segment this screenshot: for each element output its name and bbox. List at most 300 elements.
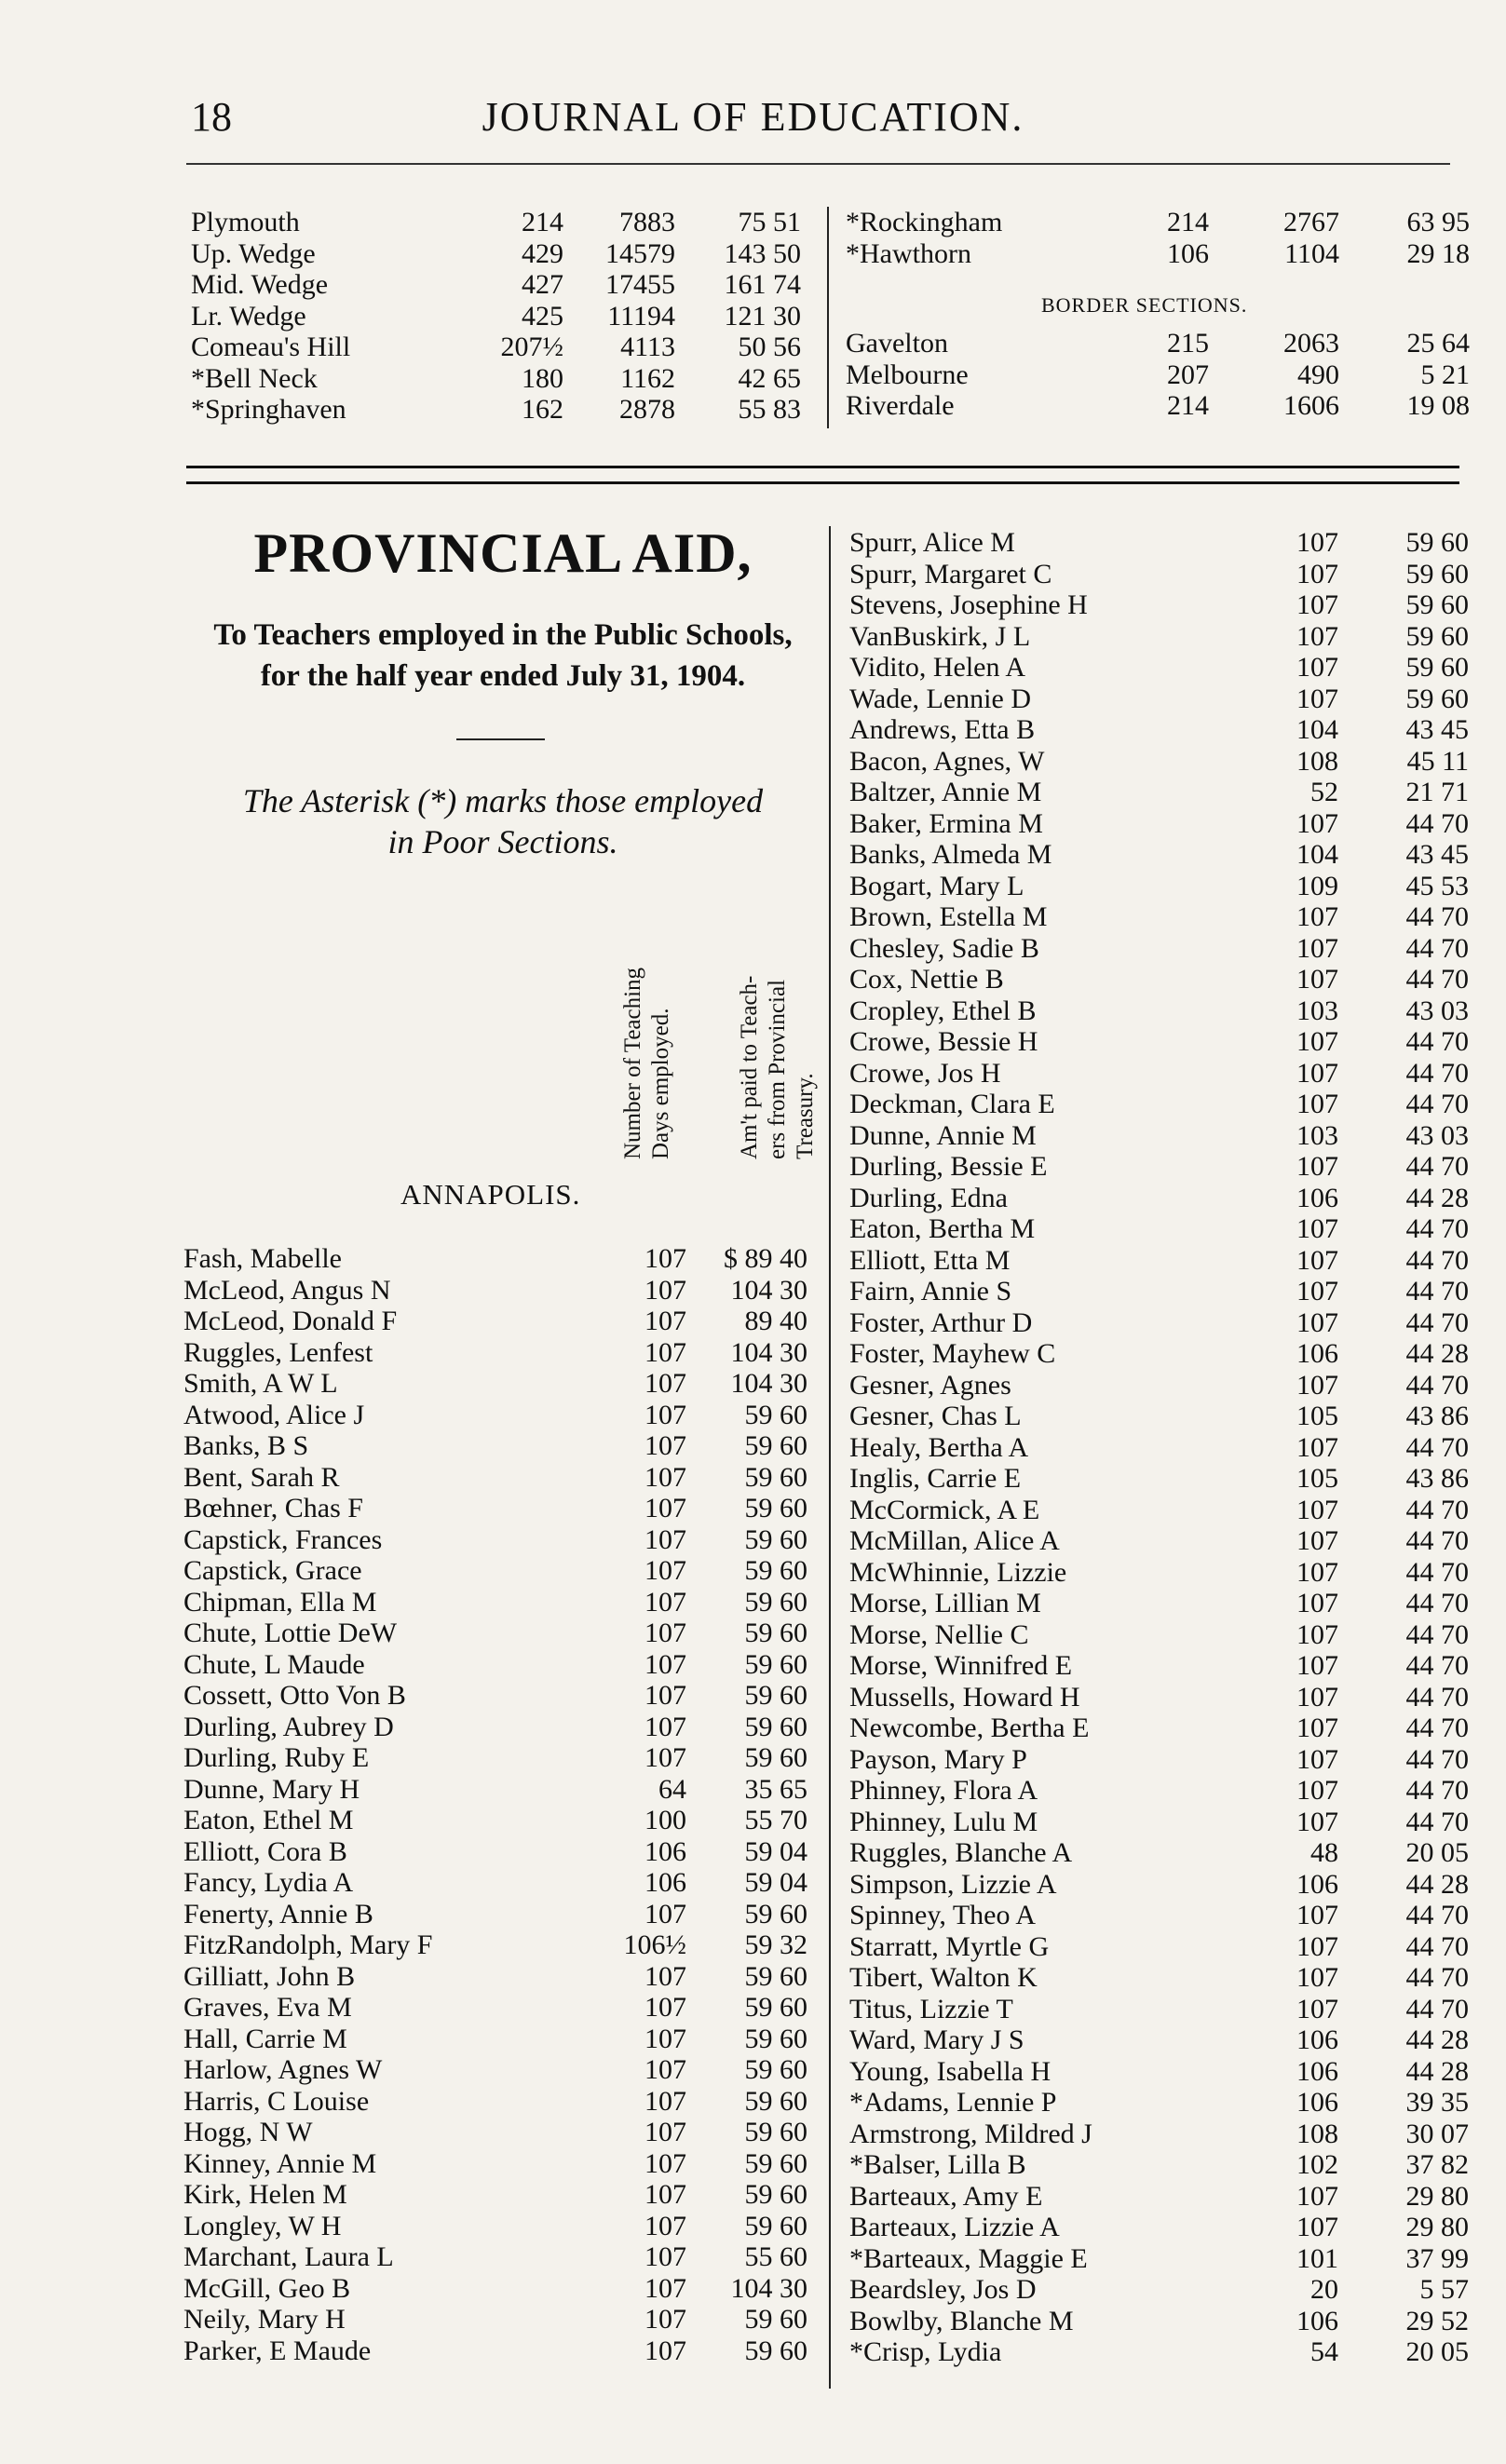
section-name: Gavelton <box>846 328 948 359</box>
amount-cell: 59 60 <box>744 1493 807 1523</box>
days-cell: 214 <box>522 207 563 237</box>
aggregate-cell: 1606 <box>1283 390 1339 421</box>
top-table-divider <box>827 207 829 428</box>
amount-cell: 44 70 <box>1405 1244 1469 1276</box>
teacher-name: Starratt, Myrtle G <box>849 1930 1050 1962</box>
table-row <box>849 621 1492 653</box>
amount-cell: 104 30 <box>730 1368 807 1399</box>
days-cell: 107 <box>1296 1681 1338 1713</box>
table-row <box>846 207 1488 238</box>
table-row <box>849 1089 1492 1120</box>
aggregate-cell: 490 <box>1297 359 1339 390</box>
amount-cell: 59 60 <box>1405 683 1469 714</box>
days-cell: 107 <box>644 2117 686 2147</box>
amount-cell: 50 56 <box>738 332 801 362</box>
teacher-name: Ruggles, Lenfest <box>183 1336 373 1368</box>
teacher-name: McGill, Geo B <box>183 2272 351 2304</box>
days-cell: 105 <box>1296 1463 1338 1494</box>
teacher-name: Gesner, Agnes <box>849 1369 1011 1401</box>
amount-cell: 59 32 <box>744 1929 807 1960</box>
amount-cell: 20 05 <box>1405 2336 1469 2367</box>
days-cell: 109 <box>1296 870 1338 901</box>
teacher-name: Morse, Lillian M <box>849 1588 1041 1618</box>
table-row <box>849 808 1492 840</box>
table-row <box>849 995 1492 1027</box>
teacher-name: Capstick, Grace <box>183 1555 362 1586</box>
days-cell: 107 <box>644 1618 686 1648</box>
teacher-name: Foster, Mayhew C <box>849 1338 1056 1369</box>
days-cell: 107 <box>644 2085 686 2117</box>
days-cell: 107 <box>1296 932 1338 964</box>
teacher-name: VanBuskirk, J L <box>849 620 1031 652</box>
teacher-name: Chute, Lottie DeW <box>183 1618 398 1648</box>
teacher-name: Fancy, Lydia A <box>183 1867 354 1898</box>
amount-cell: 59 60 <box>744 1898 807 1929</box>
teacher-name: Eaton, Bertha M <box>849 1213 1036 1244</box>
amount-cell: 44 70 <box>1405 1650 1469 1681</box>
days-cell: 107 <box>1296 1276 1338 1306</box>
table-row <box>183 1649 817 1681</box>
amount-cell: 59 04 <box>744 1835 807 1867</box>
table-row <box>849 684 1492 715</box>
teacher-name: Morse, Nellie C <box>849 1618 1029 1650</box>
table-row <box>183 1587 817 1618</box>
table-row <box>183 1929 817 1961</box>
table-row <box>183 1680 817 1712</box>
section-name: Plymouth <box>191 207 300 237</box>
teacher-name: Spurr, Alice M <box>849 527 1015 558</box>
aggregate-cell: 1162 <box>620 362 675 394</box>
border-table <box>846 328 1488 422</box>
amount-cell: 21 71 <box>1405 777 1469 807</box>
amount-cell: 63 95 <box>1406 207 1470 237</box>
days-cell: 107 <box>644 1336 686 1368</box>
days-cell: 214 <box>1167 390 1209 421</box>
teacher-name: Bent, Sarah R <box>183 1461 340 1493</box>
days-cell: 107 <box>644 1368 686 1399</box>
amount-cell: 43 86 <box>1405 1463 1469 1494</box>
teacher-name: Kirk, Helen M <box>183 2179 347 2210</box>
days-cell: 48 <box>1310 1837 1338 1868</box>
amount-cell: 59 60 <box>744 1711 807 1742</box>
table-row <box>191 207 806 238</box>
amount-cell: 59 60 <box>744 2085 807 2117</box>
table-row <box>183 2304 817 2335</box>
teacher-name: Bogart, Mary L <box>849 870 1024 901</box>
aggregate-cell: 17455 <box>605 269 675 300</box>
table-row <box>183 1368 817 1400</box>
teacher-name: Armstrong, Mildred J <box>849 2118 1092 2149</box>
table-row <box>849 2024 1492 2056</box>
days-cell: 107 <box>1296 1494 1338 1525</box>
amount-cell: 42 65 <box>738 362 801 394</box>
teacher-name: *Barteaux, Maggie E <box>849 2242 1088 2274</box>
table-row <box>849 933 1492 965</box>
table-row <box>849 2087 1492 2119</box>
table-row <box>849 1744 1492 1776</box>
table-row <box>183 1275 817 1306</box>
days-cell: 106 <box>1167 237 1209 269</box>
table-row <box>849 2274 1492 2306</box>
days-cell: 107 <box>644 2335 686 2366</box>
days-cell: 104 <box>1296 714 1338 745</box>
section-name: *Springhaven <box>191 394 346 425</box>
days-cell: 107 <box>644 1680 686 1711</box>
teacher-name: Banks, B S <box>183 1430 309 1461</box>
days-cell: 215 <box>1167 328 1209 359</box>
amount-cell: 20 05 <box>1405 1837 1469 1868</box>
table-row <box>849 2243 1492 2275</box>
teacher-name: Young, Isabella H <box>849 2055 1051 2087</box>
table-row <box>846 328 1488 359</box>
table-row <box>849 2306 1492 2337</box>
table-row <box>183 2335 817 2367</box>
table-row <box>846 359 1488 391</box>
teacher-name: Eaton, Ethel M <box>183 1805 354 1835</box>
amount-cell: 59 60 <box>1405 589 1469 620</box>
days-cell: 100 <box>644 1805 686 1835</box>
days-cell: 107 <box>1296 1588 1338 1618</box>
amount-cell: 5 21 <box>1420 359 1470 390</box>
teacher-name: Beardsley, Jos D <box>849 2274 1037 2305</box>
days-cell: 180 <box>522 362 563 394</box>
days-cell: 103 <box>1296 1119 1338 1151</box>
teacher-name: Cropley, Ethel B <box>849 995 1037 1026</box>
table-row <box>849 1495 1492 1526</box>
teacher-name: Wade, Lennie D <box>849 683 1031 714</box>
aggregate-cell: 2878 <box>619 394 675 425</box>
section-name: Melbourne <box>846 359 969 390</box>
table-row <box>849 1183 1492 1214</box>
teacher-name: McMillan, Alice A <box>849 1525 1060 1556</box>
amount-cell: 43 03 <box>1405 995 1469 1026</box>
teacher-name: Baltzer, Annie M <box>849 777 1042 807</box>
amount-cell: 59 60 <box>744 2335 807 2366</box>
table-row <box>849 777 1492 808</box>
days-cell: 429 <box>522 237 563 269</box>
days-cell: 106½ <box>623 1929 686 1960</box>
amount-cell: 35 65 <box>744 1773 807 1805</box>
amount-cell: 59 60 <box>744 1960 807 1992</box>
section-name: Mid. Wedge <box>191 269 329 300</box>
teacher-name: Barteaux, Lizzie A <box>849 2212 1060 2242</box>
amount-cell: 59 60 <box>744 2304 807 2335</box>
teacher-name: Harris, C Louise <box>183 2085 370 2117</box>
amount-cell: 44 70 <box>1405 1026 1469 1057</box>
table-row <box>849 1245 1492 1277</box>
teacher-name: Fairn, Annie S <box>849 1276 1012 1306</box>
days-cell: 107 <box>644 1493 686 1523</box>
days-cell: 106 <box>1296 2024 1338 2055</box>
amount-cell: 25 64 <box>1406 328 1470 359</box>
amount-cell: 29 80 <box>1405 2180 1469 2212</box>
aggregate-cell: 7883 <box>619 207 675 237</box>
amount-cell: 29 80 <box>1405 2212 1469 2242</box>
table-row <box>849 964 1492 995</box>
days-cell: 52 <box>1310 777 1338 807</box>
amount-cell: 59 60 <box>744 1555 807 1586</box>
amount-cell: 59 60 <box>1405 558 1469 589</box>
days-cell: 107 <box>644 1306 686 1336</box>
section-name: Riverdale <box>846 390 955 421</box>
section-name: *Hawthorn <box>846 237 971 269</box>
days-cell: 107 <box>1296 1213 1338 1244</box>
days-cell: 107 <box>1296 1743 1338 1775</box>
amount-cell: 104 30 <box>730 1336 807 1368</box>
amount-cell: 59 60 <box>744 1399 807 1430</box>
teacher-name: Chipman, Ella M <box>183 1586 377 1618</box>
amount-cell: 89 40 <box>744 1306 807 1336</box>
teacher-name: Andrews, Etta B <box>849 714 1036 745</box>
days-cell: 54 <box>1310 2336 1338 2367</box>
amount-cell: 29 18 <box>1406 237 1470 269</box>
amount-cell: 44 70 <box>1405 1556 1469 1588</box>
table-row <box>849 1370 1492 1401</box>
teacher-name: McLeod, Angus N <box>183 1274 391 1306</box>
table-row <box>849 1432 1492 1464</box>
teacher-name: Baker, Ermina M <box>849 807 1043 839</box>
teacher-name: Parker, E Maude <box>183 2335 372 2366</box>
table-row <box>183 2054 817 2086</box>
border-sections-heading: BORDER SECTIONS. <box>1041 293 1248 317</box>
teacher-name: Ward, Mary J S <box>849 2024 1024 2055</box>
table-row <box>849 1401 1492 1432</box>
table-row <box>183 1961 817 1993</box>
teacher-name: Simpson, Lizzie A <box>849 1868 1057 1900</box>
table-row <box>849 1682 1492 1713</box>
teacher-name: Chesley, Sadie B <box>849 932 1039 964</box>
days-cell: 214 <box>1167 207 1209 237</box>
table-row <box>849 2149 1492 2181</box>
teacher-name: *Adams, Lennie P <box>849 2087 1057 2118</box>
teacher-name: Fash, Mabelle <box>183 1243 342 1274</box>
table-row <box>849 1962 1492 1994</box>
days-cell: 107 <box>644 1555 686 1586</box>
amount-cell: 44 70 <box>1405 1057 1469 1089</box>
table-row <box>183 2024 817 2055</box>
days-cell: 107 <box>1296 1306 1338 1338</box>
table-row <box>849 1931 1492 1963</box>
table-row <box>183 1712 817 1743</box>
table-row <box>849 1307 1492 1339</box>
days-cell: 107 <box>1296 1650 1338 1681</box>
teacher-name: FitzRandolph, Mary F <box>183 1929 433 1960</box>
amount-cell: 44 70 <box>1405 932 1469 964</box>
table-row <box>849 1213 1492 1245</box>
amount-cell: 55 60 <box>744 2241 807 2272</box>
teacher-name: Cox, Nettie B <box>849 964 1004 995</box>
teacher-name: Cossett, Otto Von B <box>183 1680 406 1711</box>
teacher-name: Payson, Mary P <box>849 1743 1027 1775</box>
teacher-name: Dunne, Mary H <box>183 1773 360 1805</box>
days-cell: 107 <box>1296 807 1338 839</box>
table-row <box>849 2336 1492 2368</box>
days-cell: 107 <box>644 2179 686 2210</box>
table-row <box>849 1525 1492 1557</box>
days-cell: 106 <box>1296 2305 1338 2336</box>
teacher-name: Bowlby, Blanche M <box>849 2305 1074 2336</box>
section-name: *Rockingham <box>846 207 1003 237</box>
section-name: Comeau's Hill <box>191 332 351 362</box>
amount-cell: 75 51 <box>738 207 801 237</box>
amount-cell: 104 30 <box>730 1274 807 1306</box>
days-cell: 107 <box>644 1274 686 1306</box>
table-row <box>849 1837 1492 1869</box>
amount-cell: 59 60 <box>744 1618 807 1648</box>
amount-cell: 44 28 <box>1405 1868 1469 1900</box>
teacher-name: Elliott, Etta M <box>849 1244 1011 1276</box>
teacher-name: Crowe, Bessie H <box>849 1026 1038 1057</box>
teacher-name: Inglis, Carrie E <box>849 1463 1022 1494</box>
col-days-line-1: Number of Teaching <box>620 967 645 1159</box>
table-row <box>183 1742 817 1774</box>
days-cell: 107 <box>1296 1962 1338 1993</box>
teacher-name: Deckman, Clara E <box>849 1089 1055 1119</box>
table-row <box>183 1992 817 2024</box>
col-amt-line-1: Am't paid to Teach- <box>737 975 762 1159</box>
amount-cell: 44 70 <box>1405 1806 1469 1837</box>
county-heading: ANNAPOLIS. <box>400 1178 581 1211</box>
days-cell: 106 <box>1296 2087 1338 2118</box>
amount-cell: 45 53 <box>1405 870 1469 901</box>
provincial-aid-subtitle <box>186 615 820 697</box>
subtitle-line-1: To Teachers employed in the Public Schools, <box>213 618 793 652</box>
teacher-name: Titus, Lizzie T <box>849 1993 1013 2024</box>
days-cell: 103 <box>1296 995 1338 1026</box>
table-row <box>849 1338 1492 1370</box>
teacher-name: Durling, Aubrey D <box>183 1711 394 1742</box>
days-cell: 107 <box>644 2023 686 2054</box>
table-row <box>849 901 1492 933</box>
teacher-name: Durling, Edna <box>849 1182 1008 1213</box>
table-row <box>191 332 806 363</box>
table-row <box>183 1867 817 1899</box>
aggregate-cell: 14579 <box>605 237 675 269</box>
table-row <box>183 1243 817 1275</box>
amount-cell: 43 03 <box>1405 1119 1469 1151</box>
column-heading-days <box>619 968 675 1159</box>
table-row <box>849 1151 1492 1183</box>
days-cell: 107 <box>1296 1057 1338 1089</box>
teacher-name: Gilliatt, John B <box>183 1960 356 1992</box>
teacher-name: Kinney, Annie M <box>183 2147 377 2179</box>
days-cell: 107 <box>1296 589 1338 620</box>
table-row <box>183 1524 817 1556</box>
teacher-name: Vidito, Helen A <box>849 652 1026 683</box>
days-cell: 107 <box>1296 683 1338 714</box>
teacher-name: Elliott, Cora B <box>183 1835 347 1867</box>
table-row <box>849 1463 1492 1495</box>
teacher-name: Durling, Ruby E <box>183 1742 370 1773</box>
table-row <box>183 1462 817 1494</box>
amount-cell: 55 70 <box>744 1805 807 1835</box>
days-cell: 107 <box>1296 1618 1338 1650</box>
amount-cell: 44 70 <box>1405 1494 1469 1525</box>
running-head: JOURNAL OF EDUCATION. <box>482 94 1024 140</box>
table-row <box>849 1058 1492 1090</box>
days-cell: 207½ <box>500 332 563 362</box>
days-cell: 162 <box>522 394 563 425</box>
amount-cell: 43 86 <box>1405 1401 1469 1431</box>
days-cell: 106 <box>1296 1868 1338 1900</box>
amount-cell: $ 89 40 <box>724 1243 807 1274</box>
table-row <box>849 652 1492 684</box>
amount-cell: 44 70 <box>1405 1681 1469 1713</box>
table-row <box>849 1807 1492 1838</box>
col-amt-line-2: ers from Provincial <box>765 979 790 1159</box>
table-row <box>849 1650 1492 1682</box>
days-cell: 64 <box>658 1773 686 1805</box>
days-cell: 107 <box>1296 2212 1338 2242</box>
top-left-table <box>191 207 806 426</box>
amount-cell: 44 70 <box>1405 1525 1469 1556</box>
table-row <box>849 559 1492 590</box>
amount-cell: 44 70 <box>1405 1369 1469 1401</box>
days-cell: 107 <box>644 2272 686 2304</box>
teacher-name: Phinney, Lulu M <box>849 1806 1038 1837</box>
amount-cell: 44 70 <box>1405 964 1469 995</box>
teacher-name: Brown, Estella M <box>849 901 1048 932</box>
days-cell: 107 <box>644 1742 686 1773</box>
table-row <box>183 2117 817 2148</box>
table-row <box>183 2211 817 2242</box>
amount-cell: 59 60 <box>744 2147 807 2179</box>
table-row <box>183 2148 817 2180</box>
table-row <box>183 1774 817 1806</box>
teacher-name: Smith, A W L <box>183 1368 338 1399</box>
table-row <box>846 238 1488 270</box>
days-cell: 107 <box>1296 1026 1338 1057</box>
table-row <box>849 2181 1492 2213</box>
table-row <box>183 1805 817 1836</box>
amount-cell: 37 82 <box>1405 2149 1469 2180</box>
days-cell: 107 <box>1296 1775 1338 1806</box>
aggregate-cell: 1104 <box>1284 237 1339 269</box>
amount-cell: 59 60 <box>1405 527 1469 558</box>
table-row <box>849 1588 1492 1619</box>
amount-cell: 59 60 <box>744 2054 807 2085</box>
table-row <box>849 1619 1492 1651</box>
aggregate-cell: 2063 <box>1283 328 1339 359</box>
days-cell: 107 <box>644 1898 686 1929</box>
days-cell: 107 <box>644 2304 686 2335</box>
table-row <box>849 589 1492 621</box>
amount-cell: 44 70 <box>1405 1618 1469 1650</box>
days-cell: 107 <box>644 2054 686 2085</box>
table-row <box>849 527 1492 559</box>
table-row <box>849 2212 1492 2243</box>
left-entries-table <box>183 1243 817 2366</box>
days-cell: 20 <box>1310 2274 1338 2305</box>
amount-cell: 44 70 <box>1405 1962 1469 1993</box>
days-cell: 107 <box>644 1586 686 1618</box>
days-cell: 107 <box>1296 527 1338 558</box>
teacher-name: Crowe, Jos H <box>849 1057 1001 1089</box>
teacher-name: Graves, Eva M <box>183 1992 352 2023</box>
amount-cell: 44 70 <box>1405 1900 1469 1930</box>
table-row <box>849 1994 1492 2025</box>
teacher-name: Harlow, Agnes W <box>183 2054 383 2085</box>
amount-cell: 44 70 <box>1405 807 1469 839</box>
amount-cell: 59 60 <box>744 2023 807 2054</box>
table-row <box>849 1775 1492 1807</box>
days-cell: 107 <box>1296 1525 1338 1556</box>
days-cell: 107 <box>644 2147 686 2179</box>
section-name: Lr. Wedge <box>191 300 306 332</box>
teacher-name: Capstick, Frances <box>183 1523 383 1555</box>
table-row <box>191 363 806 395</box>
amount-cell: 59 60 <box>744 1461 807 1493</box>
